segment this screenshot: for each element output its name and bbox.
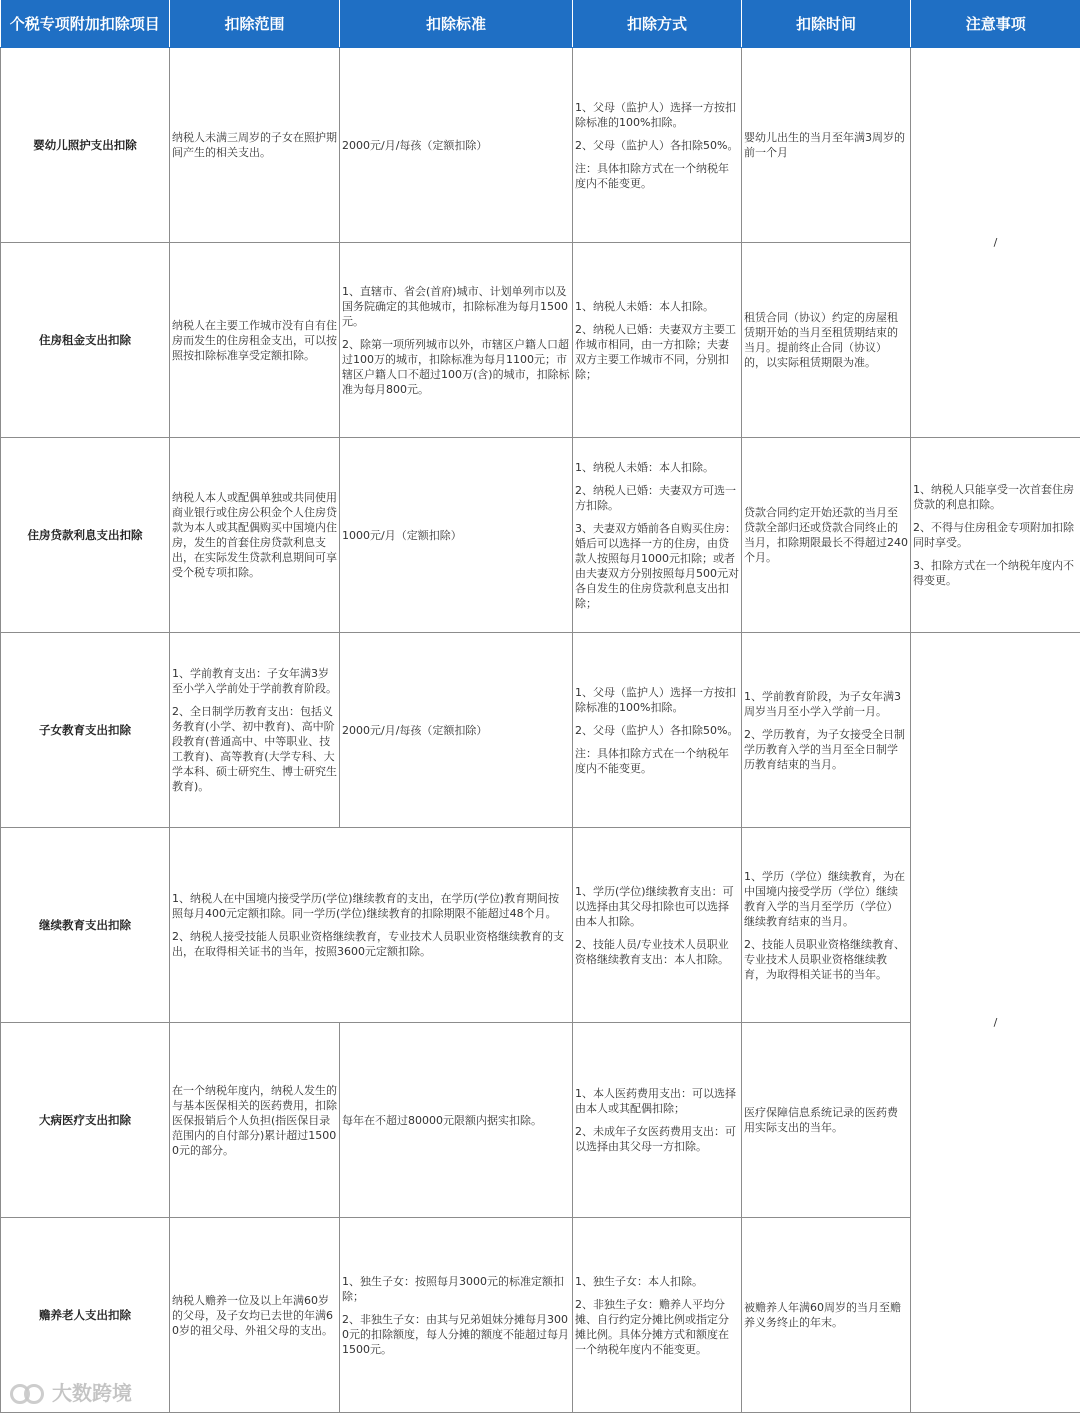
standard-cell (340, 48, 573, 243)
method-text: 1、纳税人未婚：本人扣除。 (575, 299, 739, 314)
notes-cell (911, 633, 1080, 1413)
table-row (1, 633, 1080, 828)
method-cell (573, 828, 742, 1023)
table-row (1, 48, 1080, 243)
scope-text: 1、学前教育支出：子女年满3岁至小学入学前处于学前教育阶段。 (172, 666, 337, 696)
scope-text: 纳税人在主要工作城市没有自有住房而发生的住房租金支出，可以按照按扣除标准享受定额扣除。 (172, 318, 337, 363)
method-text: 2、未成年子女医药费用支出：可以选择由其父母一方扣除。 (575, 1124, 739, 1154)
method-text: 1、学历(学位)继续教育支出：可以选择由其父母扣除也可以选择由本人扣除。 (575, 884, 739, 929)
time-cell (742, 828, 911, 1023)
item-cell: 子女教育支出扣除 (1, 633, 170, 828)
header-item: 个税专项附加扣除项目 (1, 0, 170, 48)
time-text: 2、学历教育，为子女接受全日制学历教育入学的当月至全日制学历教育结束的当月。 (744, 727, 908, 772)
method-text: 1、纳税人未婚：本人扣除。 (575, 460, 739, 475)
item-cell: 住房租金支出扣除 (1, 243, 170, 438)
standard-cell (340, 1023, 573, 1218)
scope-cell (170, 633, 340, 828)
scope-cell (170, 1023, 340, 1218)
standard-text: 2000元/月/每孩（定额扣除） (342, 138, 570, 153)
standard-cell (340, 438, 573, 633)
item-cell: 住房贷款利息支出扣除 (1, 438, 170, 633)
watermark-logo-icon (10, 1381, 48, 1403)
item-cell: 继续教育支出扣除 (1, 828, 170, 1023)
time-text: 2、技能人员职业资格继续教育、专业技术人员职业资格继续教育，为取得相关证书的当年。 (744, 937, 908, 982)
header-standard: 扣除标准 (340, 0, 573, 48)
scope-cell (170, 243, 340, 438)
method-text: 1、父母（监护人）选择一方按扣除标准的100%扣除。 (575, 685, 739, 715)
method-text: 1、独生子女：本人扣除。 (575, 1274, 739, 1289)
time-text: 租赁合同（协议）约定的房屋租赁期开始的当月至租赁期结束的当月。提前终止合同（协议）的，以实际租赁期限为准。 (744, 310, 908, 370)
time-cell (742, 1218, 911, 1413)
header-notes: 注意事项 (911, 0, 1080, 48)
table-row (1, 438, 1080, 633)
method-cell (573, 1218, 742, 1413)
scope-text: 1、纳税人在中国境内接受学历(学位)继续教育的支出，在学历(学位)教育期间按照每月400元定额扣除。同一学历(学位)继续教育的扣除期限不能超过48个月。 (172, 891, 570, 921)
method-text: 2、纳税人已婚：夫妻双方主要工作城市相同，由一方扣除；夫妻双方主要工作城市不同，分别扣除； (575, 322, 739, 382)
method-text: 2、父母（监护人）各扣除50%。 (575, 138, 739, 153)
notes-text: 2、不得与住房租金专项附加扣除同时享受。 (913, 520, 1078, 550)
scope-text: 在一个纳税年度内，纳税人发生的与基本医保相关的医药费用，扣除医保报销后个人负担(指医保目录范围内的自付部分)累计超过15000元的部分。 (172, 1083, 337, 1158)
item-cell: 大病医疗支出扣除 (1, 1023, 170, 1218)
time-text: 婴幼儿出生的当月至年满3周岁的前一个月 (744, 130, 908, 160)
method-cell (573, 1023, 742, 1218)
scope-text: 纳税人未满三周岁的子女在照护期间产生的相关支出。 (172, 130, 337, 160)
time-cell (742, 48, 911, 243)
standard-cell (340, 633, 573, 828)
method-text: 注：具体扣除方式在一个纳税年度内不能变更。 (575, 161, 739, 191)
method-text: 2、父母（监护人）各扣除50%。 (575, 723, 739, 738)
header-scope: 扣除范围 (170, 0, 340, 48)
standard-text: 1、直辖市、省会(首府)城市、计划单列市以及国务院确定的其他城市，扣除标准为每月1500元。 (342, 284, 570, 329)
notes-text: 1、纳税人只能享受一次首套住房贷款的利息扣除。 (913, 482, 1078, 512)
standard-cell (340, 1218, 573, 1413)
standard-text: 每年在不超过80000元限额内据实扣除。 (342, 1113, 570, 1128)
method-text: 2、非独生子女：赡养人平均分摊、自行约定分摊比例或指定分摊比例。具体分摊方式和额度在一个纳税年度内不能变更。 (575, 1297, 739, 1357)
standard-text: 1000元/月（定额扣除） (342, 528, 570, 543)
method-cell (573, 48, 742, 243)
notes-cell (911, 48, 1080, 438)
method-text: 注：具体扣除方式在一个纳税年度内不能变更。 (575, 746, 739, 776)
scope-cell (170, 48, 340, 243)
standard-cell (340, 243, 573, 438)
time-text: 1、学前教育阶段，为子女年满3周岁当月至小学入学前一月。 (744, 689, 908, 719)
notes-text: 3、扣除方式在一个纳税年度内不得变更。 (913, 558, 1078, 588)
method-text: 1、父母（监护人）选择一方按扣除标准的100%扣除。 (575, 100, 739, 130)
time-cell (742, 633, 911, 828)
scope-cell (170, 1218, 340, 1413)
standard-text: 2、除第一项所列城市以外，市辖区户籍人口超过100万的城市，扣除标准为每月1100元；市辖区户籍人口不超过100万(含)的城市，扣除标准为每月800元。 (342, 337, 570, 397)
method-cell (573, 438, 742, 633)
time-text: 被赡养人年满60周岁的当月至赡养义务终止的年末。 (744, 1300, 908, 1330)
time-text: 医疗保障信息系统记录的医药费用实际支出的当年。 (744, 1105, 908, 1135)
time-cell (742, 243, 911, 438)
scope-text: 2、纳税人接受技能人员职业资格继续教育，专业技术人员职业资格继续教育的支出，在取得相关证书的当年，按照3600元定额扣除。 (172, 929, 570, 959)
time-cell (742, 1023, 911, 1218)
header-time: 扣除时间 (742, 0, 911, 48)
watermark-text: 大数跨境 (52, 1377, 132, 1406)
time-text: 贷款合同约定开始还款的当月至贷款全部归还或贷款合同终止的当月，扣除期限最长不得超过240个月。 (744, 505, 908, 565)
standard-text: 2000元/月/每孩（定额扣除） (342, 723, 570, 738)
notes-cell (911, 438, 1080, 633)
standard-text: 1、独生子女：按照每月3000元的标准定额扣除； (342, 1274, 570, 1304)
method-cell (573, 243, 742, 438)
scope-text: 2、全日制学历教育支出：包括义务教育(小学、初中教育)、高中阶段教育(普通高中、中等职业、技工教育)、高等教育(大学专科、大学本科、硕士研究生、博士研究生教育)。 (172, 704, 337, 794)
notes-slash: / (994, 236, 998, 249)
watermark (10, 1377, 132, 1406)
header-row (1, 0, 1080, 48)
notes-slash: / (994, 1016, 998, 1029)
scope-text: 纳税人赡养一位及以上年满60岁的父母，及子女均已去世的年满60岁的祖父母、外祖父母的支出。 (172, 1293, 337, 1338)
method-text: 1、本人医药费用支出：可以选择由本人或其配偶扣除； (575, 1086, 739, 1116)
scope-standard-cell (170, 828, 573, 1023)
time-text: 1、学历（学位）继续教育，为在中国境内接受学历（学位）继续教育入学的当月至学历（学位）继续教育结束的当月。 (744, 869, 908, 929)
method-text: 3、夫妻双方婚前各自购买住房：婚后可以选择一方的住房，由贷款人按照每月1000元扣除；或者由夫妻双方分别按照每月500元对各自发生的住房贷款利息支出扣除； (575, 521, 739, 611)
method-text: 2、纳税人已婚：夫妻双方可选一方扣除。 (575, 483, 739, 513)
time-cell (742, 438, 911, 633)
method-text: 2、技能人员/专业技术人员职业资格继续教育支出：本人扣除。 (575, 937, 739, 967)
scope-text: 纳税人本人或配偶单独或共同使用商业银行或住房公积金个人住房贷款为本人或其配偶购买中国境内住房，发生的首套住房贷款利息支出，在实际发生贷款利息期间可享受个税专项扣除。 (172, 490, 337, 580)
header-method: 扣除方式 (573, 0, 742, 48)
item-cell: 婴幼儿照护支出扣除 (1, 48, 170, 243)
scope-cell (170, 438, 340, 633)
method-cell (573, 633, 742, 828)
standard-text: 2、非独生子女：由其与兄弟姐妹分摊每月3000元的扣除额度，每人分摊的额度不能超过每月1500元。 (342, 1312, 570, 1357)
item-cell: 赡养老人支出扣除 (1, 1218, 170, 1413)
